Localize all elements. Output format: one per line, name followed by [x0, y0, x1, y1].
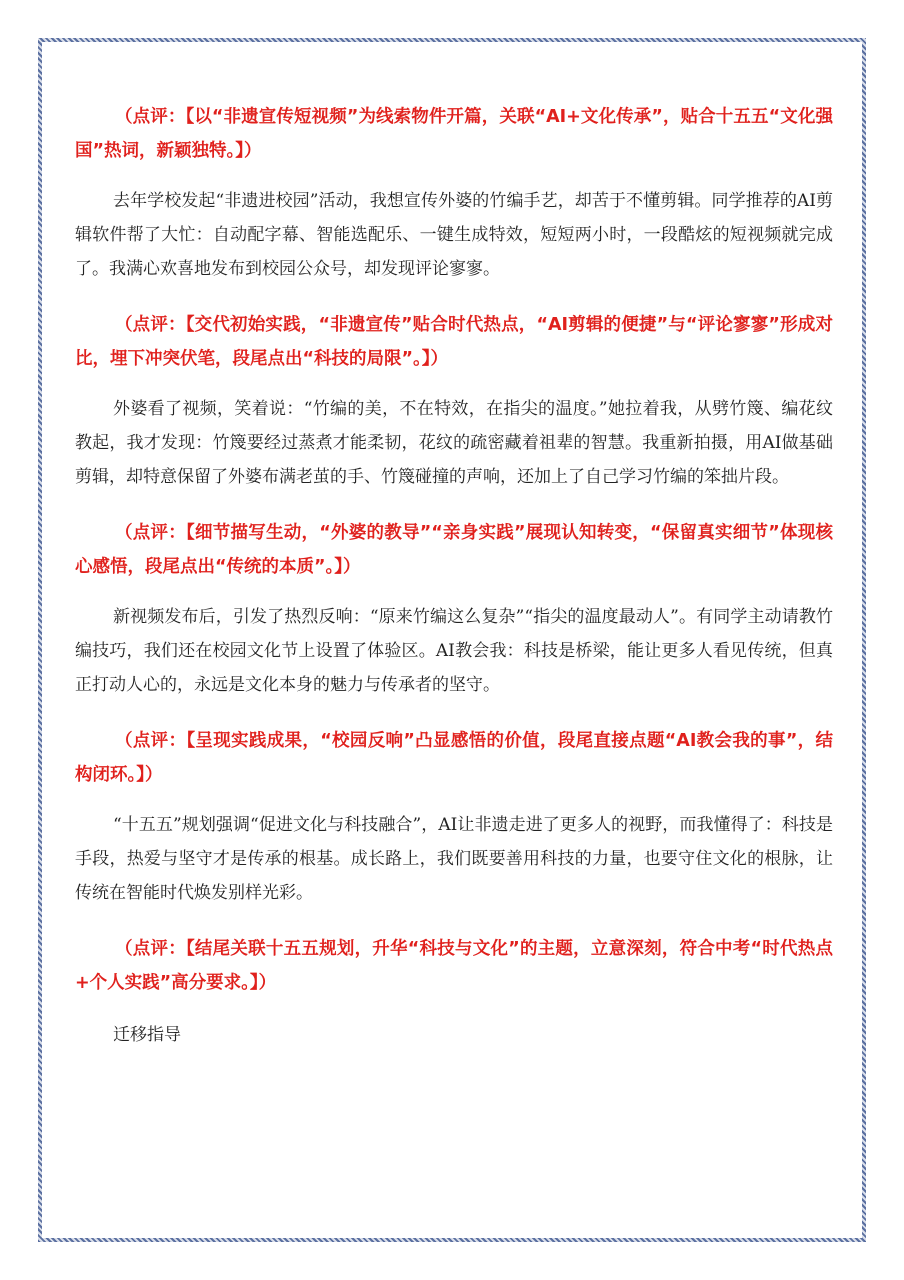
- body-paragraph-1: 去年学校发起“非遗进校园”活动，我想宣传外婆的竹编手艺，却苦于不懂剪辑。同学推荐的AI剪辑软件帮了大忙：自动配字幕、智能选配乐、一键生成特效，短短两小时，一段酷炫的短视频就完成了。我满心欢喜地发布到校园公众号，却发现评论寥寥。: [75, 191, 833, 279]
- essay-content: [75, 100, 833, 1052]
- comment-paragraph-5: （点评：【结尾关联十五五规划，升华“科技与文化”的主题，立意深刻，符合中考“时代热点+个人实践”高分要求。】）: [75, 939, 833, 993]
- section-heading: 迁移指导: [113, 1025, 181, 1045]
- body-paragraph-4: “十五五”规划强调“促进文化与科技融合”，AI让非遗走进了更多人的视野，而我懂得了：科技是手段，热爱与坚守才是传承的根基。成长路上，我们既要善用科技的力量，也要守住文化的根脉，让传统在智能时代焕发别样光彩。: [75, 815, 833, 903]
- comment-paragraph-2: （点评：【交代初始实践，“非遗宣传”贴合时代热点，“AI剪辑的便捷”与“评论寥寥”形成对比，埋下冲突伏笔，段尾点出“科技的局限”。】）: [75, 315, 833, 369]
- comment-paragraph-1: （点评：【以“非遗宣传短视频”为线索物件开篇，关联“AI+文化传承”，贴合十五五“文化强国”热词，新颖独特。】）: [75, 107, 833, 161]
- body-paragraph-3: 新视频发布后，引发了热烈反响：“原来竹编这么复杂”“指尖的温度最动人”。有同学主动请教竹编技巧，我们还在校园文化节上设置了体验区。AI教会我：科技是桥梁，能让更多人看见传统，但真正打动人心的，永远是文化本身的魅力与传承者的坚守。: [75, 607, 833, 695]
- comment-paragraph-3: （点评：【细节描写生动，“外婆的教导”“亲身实践”展现认知转变，“保留真实细节”体现核心感悟，段尾点出“传统的本质”。】）: [75, 523, 833, 577]
- body-paragraph-2: 外婆看了视频，笑着说：“竹编的美，不在特效，在指尖的温度。”她拉着我，从劈竹篾、编花纹教起，我才发现：竹篾要经过蒸煮才能柔韧，花纹的疏密藏着祖辈的智慧。我重新拍摄，用AI做基础剪辑，却特意保留了外婆布满老茧的手、竹篾碰撞的声响，还加上了自己学习竹编的笨拙片段。: [75, 399, 833, 487]
- comment-paragraph-4: （点评：【呈现实践成果，“校园反响”凸显感悟的价值，段尾直接点题“AI教会我的事”，结构闭环。】）: [75, 731, 833, 785]
